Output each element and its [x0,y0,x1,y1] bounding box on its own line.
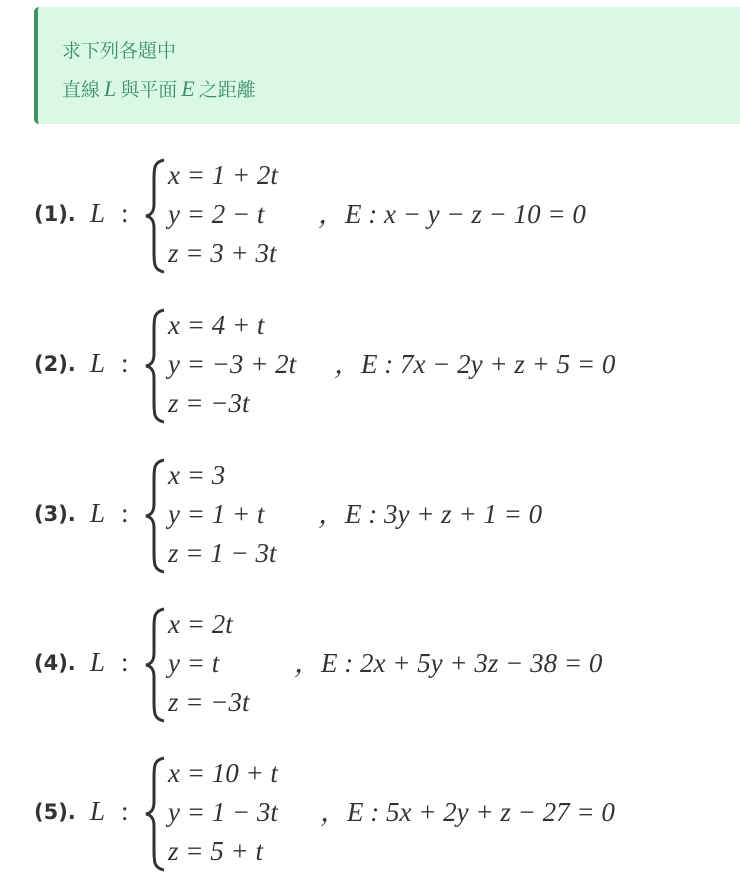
colon: : [121,198,129,228]
line-variable: L [90,498,106,528]
plane-equation: ，E : 3y + z + 1 = 0 [318,499,543,529]
colon: : [121,348,129,378]
var-L: L [104,76,117,101]
instruction-line-1: 求下列各題中 [62,40,177,62]
problem-label: (3). [34,502,76,526]
colon: : [121,647,129,677]
instruction-line-2: 直線 L 與平面 E 之距離 [62,76,256,101]
equation-z: z = −3t [168,388,250,418]
problem-label: (4). [34,651,76,675]
equation-z: z = 5 + t [168,836,263,866]
line-variable: L [90,348,106,378]
left-brace-icon [144,308,170,424]
problem-3 [34,456,734,576]
var-E: E [181,76,195,101]
plane-equation: ，E : 2x + 5y + 3z − 38 = 0 [294,648,603,678]
line-equations [168,456,276,573]
line-variable: L [90,647,106,677]
equation-x: x = 3 [168,460,226,490]
problem-5 [34,754,734,874]
colon: : [121,498,129,528]
problem-label: (5). [34,800,76,824]
line-equations [168,156,278,273]
left-brace-icon [144,756,170,872]
instruction-callout [34,7,740,124]
equation-z: z = 1 − 3t [168,538,277,568]
problem-label: (2). [34,352,76,376]
colon: : [121,796,129,826]
problem-1 [34,156,734,276]
line-equations [168,306,296,423]
line-variable: L [90,796,106,826]
equation-z: z = 3 + 3t [168,238,277,268]
equation-x: x = 2t [168,609,233,639]
equation-x: x = 4 + t [168,310,265,340]
problem-label: (1). [34,202,76,226]
line-variable: L [90,198,106,228]
equation-y: y = 1 − 3t [168,797,278,827]
line-equations [168,605,249,722]
equation-y: y = −3 + 2t [168,349,297,379]
plane-equation: ，E : 5x + 2y + z − 27 = 0 [320,797,615,827]
left-brace-icon [144,607,170,723]
equation-z: z = −3t [168,687,250,717]
equation-y: y = t [168,648,220,678]
equation-y: y = 1 + t [168,499,265,529]
plane-equation: ，E : x − y − z − 10 = 0 [318,199,586,229]
problem-4 [34,605,734,725]
left-brace-icon [144,158,170,274]
left-brace-icon [144,458,170,574]
problem-2 [34,306,734,426]
equation-x: x = 10 + t [168,758,278,788]
equation-y: y = 2 − t [168,199,265,229]
equation-x: x = 1 + 2t [168,160,278,190]
line-equations [168,754,278,871]
plane-equation: ，E : 7x − 2y + z + 5 = 0 [334,349,616,379]
